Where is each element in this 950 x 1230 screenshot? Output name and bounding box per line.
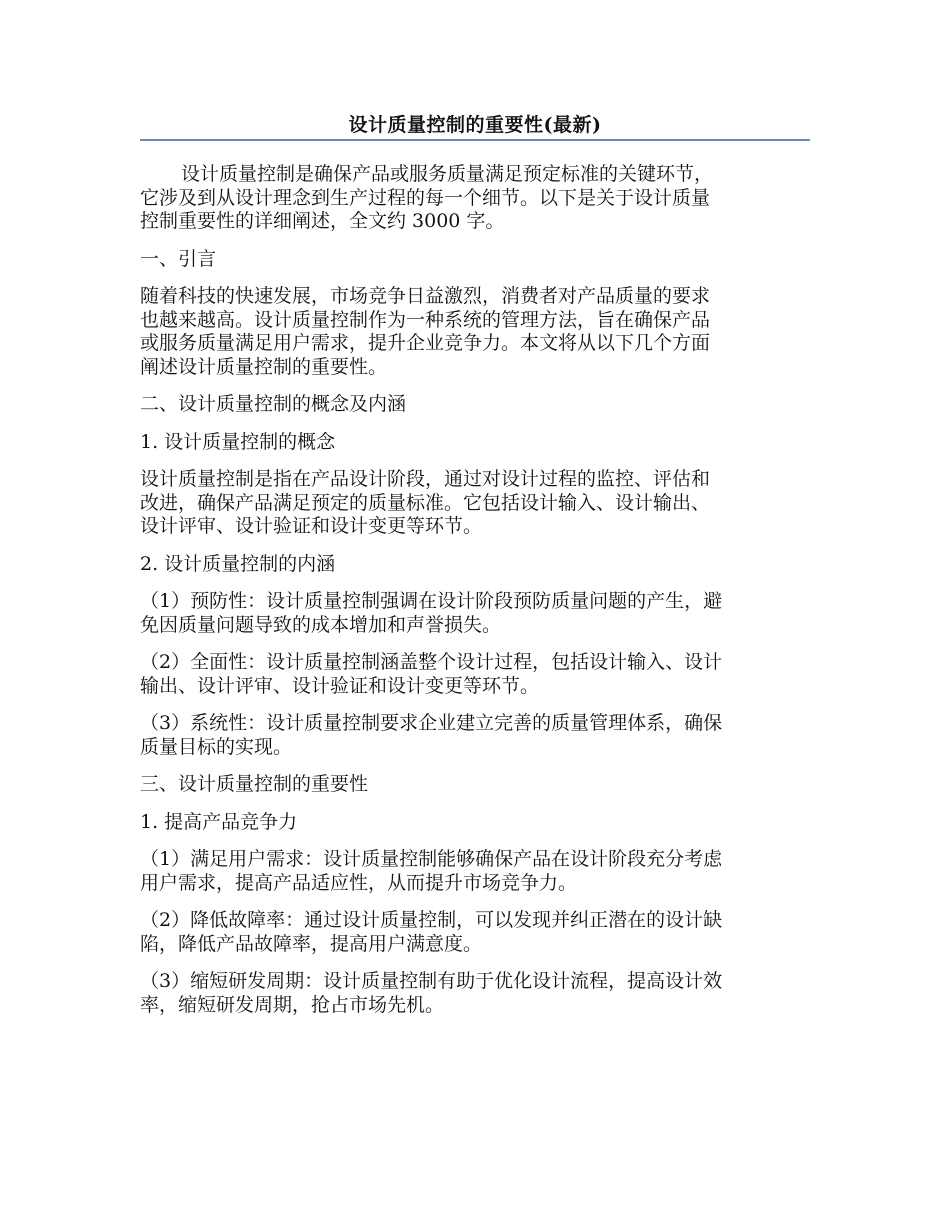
subsection-heading [140,431,810,455]
text-line: 或服务质量满足用户需求，提升企业竞争力。本文将从以下几个方面 [140,332,711,354]
text-line: 设计质量控制是确保产品或服务质量满足预定标准的关键环节， [181,163,714,185]
text-line: 率，缩短研发周期，抢占市场先机。 [140,993,445,1016]
text-line: （3）缩短研发周期：设计质量控制有助于优化设计流程，提高设计效 [140,970,723,992]
text-line: 免因质量问题导致的成本增加和声誉损失。 [140,613,502,636]
body-paragraph [140,285,810,379]
section-heading [140,773,810,797]
text-line: （2）全面性：设计质量控制涵盖整个设计过程，包括设计输入、设计 [140,651,723,673]
list-paragraph [140,970,810,1017]
heading-text: 1. 提高产品竞争力 [140,810,298,833]
text-line: 输出、设计评审、设计验证和设计变更等环节。 [140,674,540,697]
list-paragraph [140,848,810,895]
title-underline [140,139,810,141]
intro-paragraph [140,163,810,234]
text-line: 阐述设计质量控制的重要性。 [140,355,388,378]
text-line: （3）系统性：设计质量控制要求企业建立完善的质量管理体系，确保 [140,712,723,734]
text-line: 控制重要性的详细阐述，全文约 3000 字。 [140,210,505,232]
text-line: （1）满足用户需求：设计质量控制能够确保产品在设计阶段充分考虑 [140,848,723,870]
document-title: 设计质量控制的重要性(最新) [348,114,602,136]
body-paragraph [140,468,810,539]
text-line: 随着科技的快速发展，市场竞争日益激烈，消费者对产品质量的要求 [140,285,711,307]
heading-text: 2. 设计质量控制的内涵 [140,552,336,575]
list-paragraph [140,651,810,698]
heading-text: 1. 设计质量控制的概念 [140,430,336,453]
list-paragraph [140,909,810,956]
section-heading [140,248,810,272]
text-line: 设计质量控制是指在产品设计阶段，通过对设计过程的监控、评估和 [140,468,711,490]
text-line: 质量目标的实现。 [140,735,293,758]
text-line: （1）预防性：设计质量控制强调在设计阶段预防质量问题的产生，避 [140,590,723,612]
document-body [140,163,810,1031]
list-paragraph [140,712,810,759]
text-line: 用户需求，提高产品适应性，从而提升市场竞争力。 [140,871,578,894]
text-line: 它涉及到从设计理念到生产过程的每一个细节。以下是关于设计质量 [140,186,711,209]
heading-text: 一、引言 [140,247,217,270]
heading-text: 二、设计质量控制的概念及内涵 [140,393,407,415]
heading-text: 三、设计质量控制的重要性 [140,773,369,795]
text-line: 改进，确保产品满足预定的质量标准。它包括设计输入、设计输出、 [140,491,711,514]
subsection-heading [140,553,810,577]
section-heading [140,393,810,417]
text-line: （2）降低故障率：通过设计质量控制，可以发现并纠正潜在的设计缺 [140,909,723,931]
text-line: 也越来越高。设计质量控制作为一种系统的管理方法，旨在确保产品 [140,308,711,331]
text-line: 设计评审、设计验证和设计变更等环节。 [140,515,483,537]
subsection-heading [140,811,810,835]
text-line: 陷，降低产品故障率，提高用户满意度。 [140,932,483,955]
list-paragraph [140,590,810,637]
